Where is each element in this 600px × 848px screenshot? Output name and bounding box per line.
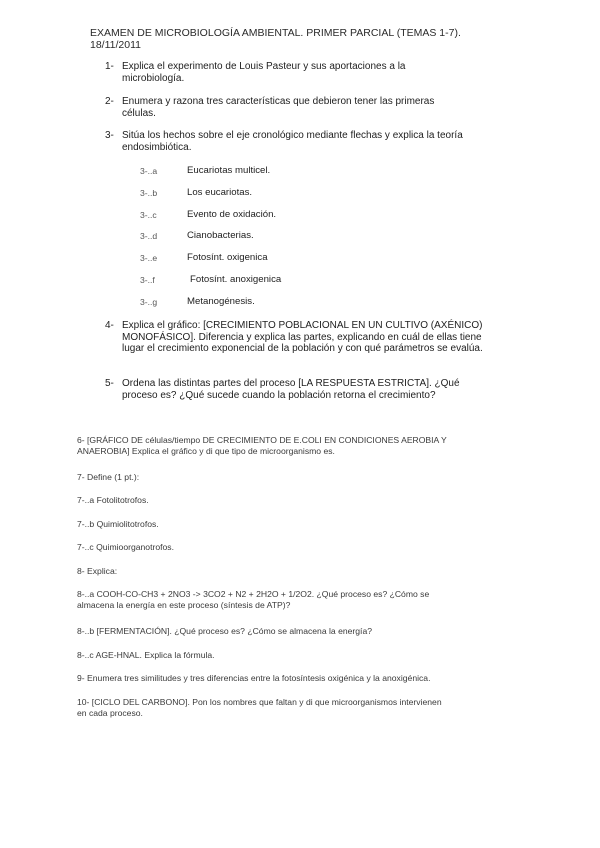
timeline-label: Fotosínt. anoxigenica (190, 274, 282, 285)
question-8: 8- Explica: (77, 566, 118, 576)
question-8c: 8-..c AGE-HNAL. Explica la fórmula. (77, 650, 215, 660)
question-9: 9- Enumera tres similitudes y tres diferencias entre la fotosíntesis oxigénica y la anoxigénica. (77, 673, 431, 683)
question-text: Explica el experimento de Louis Pasteur y sus aportaciones a la microbiología. (122, 61, 406, 84)
exam-title: EXAMEN DE MICROBIOLOGÍA AMBIENTAL. PRIMER PARCIAL (TEMAS 1-7). (90, 27, 461, 39)
question-7: 7- Define (1 pt.): (77, 472, 140, 482)
timeline-code: 3-..g (140, 297, 158, 307)
question-7c: 7-..c Quimioorganotrofos. (77, 542, 174, 552)
timeline-code: 3-..c (140, 210, 157, 220)
timeline-code: 3-..e (140, 253, 158, 263)
question-number: 5- (105, 378, 114, 389)
question-8b: 8-..b [FERMENTACIÓN]. ¿Qué proceso es? ¿Cómo se almacena la energía? (77, 626, 373, 636)
question-10: 10- [CICLO DEL CARBONO]. Pon los nombres que faltan y di que microorganismos intervienen en cada proceso. (77, 697, 442, 718)
timeline-label: Los eucariotas. (187, 187, 253, 198)
timeline-label: Eucariotas multicel. (187, 165, 271, 176)
timeline-label: Cianobacterias. (187, 230, 254, 241)
question-number: 3- (105, 130, 114, 141)
timeline-label: Metanogénesis. (187, 296, 255, 307)
question-text: Enumera y razona tres características que debieron tener las primeras células. (122, 96, 435, 119)
question-number: 1- (105, 61, 114, 72)
question-8a: 8-..a COOH-CO-CH3 + 2NO3 -> 3CO2 + N2 + 2H2O + 1/2O2. ¿Qué proceso es? ¿Cómo se almacena la energía en este proceso (síntesis de ATP)? (77, 589, 430, 610)
question-6: 6- [GRÁFICO DE células/tiempo DE CRECIMIENTO DE E.COLI EN CONDICIONES AEROBIA Y ANAEROBIA] Explica el gráfico y di que tipo de microorganismo es. (77, 435, 447, 456)
question-text: Ordena las distintas partes del proceso [LA RESPUESTA ESTRICTA]. ¿Qué proceso es? ¿Qué sucede cuando la población retorna el crecimiento? (122, 378, 460, 401)
question-number: 2- (105, 96, 114, 107)
question-7b: 7-..b Quimiolitotrofos. (77, 519, 159, 529)
timeline-code: 3-..f (140, 275, 155, 285)
timeline-code: 3-..a (140, 166, 158, 176)
timeline-code: 3-..b (140, 188, 158, 198)
question-7a: 7-..a Fotolitotrofos. (77, 495, 149, 505)
timeline-label: Evento de oxidación. (187, 209, 277, 220)
question-text: Sitúa los hechos sobre el eje cronológico mediante flechas y explica la teoría endosimbiótica. (122, 130, 463, 153)
exam-header (90, 27, 490, 51)
question-number: 4- (105, 320, 114, 331)
timeline-code: 3-..d (140, 231, 158, 241)
exam-date: 18/11/2011 (90, 39, 141, 51)
timeline-label: Fotosínt. oxigenica (187, 252, 268, 263)
question-text: Explica el gráfico: [CRECIMIENTO POBLACIONAL EN UN CULTIVO (AXÉNICO) MONOFÁSICO]. Diferencia y explica las partes, explicando en cuál de ellas tiene lugar el crecimiento exponencial de la población y con qué parámetros se evalúa. (122, 320, 483, 355)
